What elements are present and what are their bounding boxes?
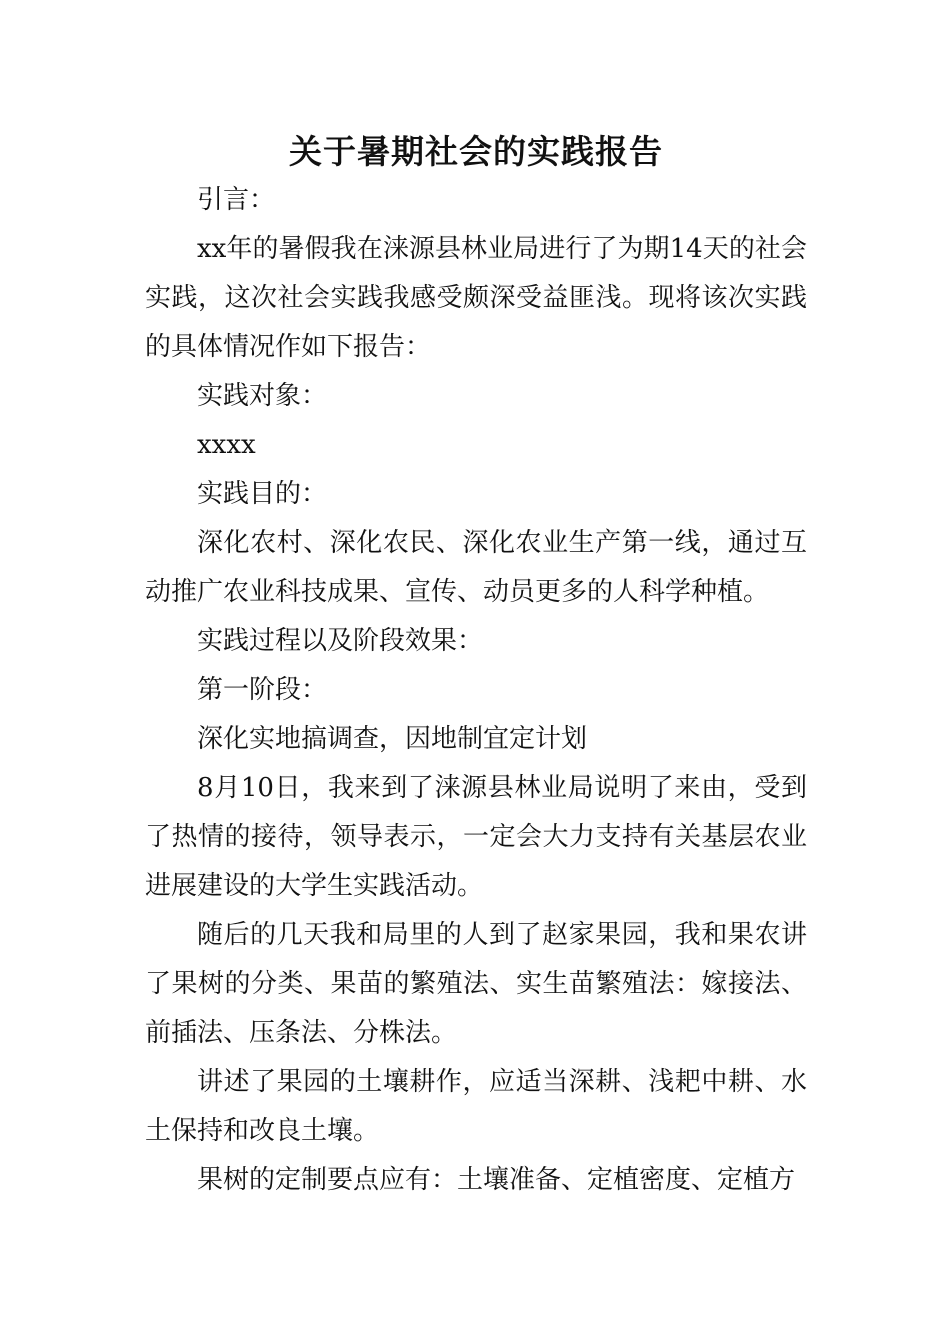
paragraph-stage-one-heading: 深化实地搞调查，因地制宜定计划 [197,724,588,754]
paragraph-object-value: xxxx [197,430,256,460]
paragraph-planting-points: 果树的定制要点应有：土壤准备、定植密度、定植方 [197,1165,796,1195]
document-body [145,176,807,1205]
paragraph-intro-label: 引言： [197,185,276,215]
paragraph-aug-10: 8月10日，我来到了涞源县林业局说明了来由，受到了热情的接待，领导表示，一定会大力支持有关基层农业进展建设的大学生实践活动。 [145,773,807,901]
paragraph-stage-one-label: 第一阶段： [197,675,328,705]
document-page [145,128,807,1205]
paragraph-intro-text: xx年的暑假我在涞源县林业局进行了为期14天的社会实践，这次社会实践我感受颇深受益匪浅。现将该次实践的具体情况作如下报告： [145,234,807,362]
document-title: 关于暑期社会的实践报告 [289,132,663,171]
paragraph-soil-work: 讲述了果园的土壤耕作，应适当深耕、浅耙中耕、水土保持和改良土壤。 [145,1067,807,1146]
paragraph-process-label: 实践过程以及阶段效果： [197,626,484,656]
paragraph-purpose-label: 实践目的： [197,479,328,509]
paragraph-object-label: 实践对象： [197,381,328,411]
paragraph-orchard-visit: 随后的几天我和局里的人到了赵家果园，我和果农讲了果树的分类、果苗的繁殖法、实生苗繁殖法：嫁接法、前插法、压条法、分株法。 [145,920,807,1048]
paragraph-purpose-text: 深化农村、深化农民、深化农业生产第一线，通过互动推广农业科技成果、宣传、动员更多的人科学种植。 [145,528,807,607]
